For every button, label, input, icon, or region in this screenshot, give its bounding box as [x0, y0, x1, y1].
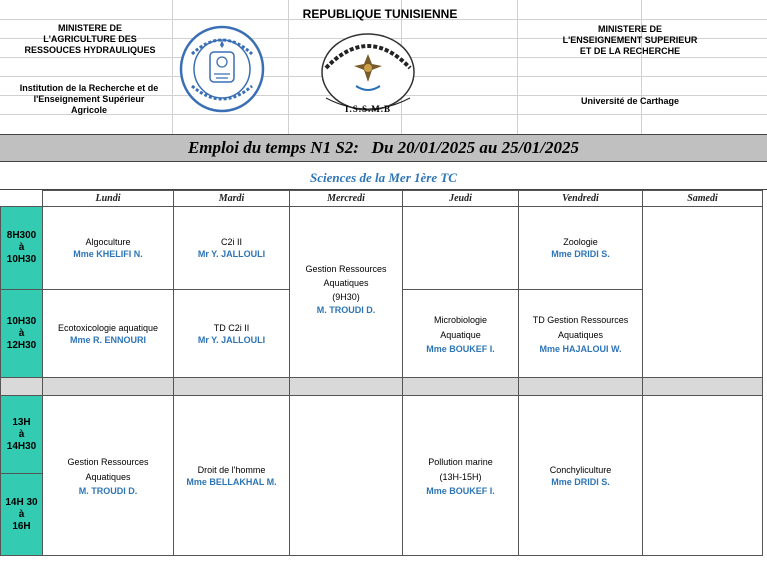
teacher-name: Mr Y. JALLOULI	[197, 249, 266, 259]
corner-cell	[1, 191, 43, 207]
empty-cell	[403, 207, 519, 290]
empty-cell	[643, 396, 763, 556]
course-name: TD Gestion Ressources Aquatiques	[532, 314, 629, 340]
university-name: Université de Carthage	[580, 96, 680, 106]
teacher-name: Mme HAJALOUI W.	[539, 343, 622, 354]
empty-cell	[290, 396, 403, 556]
course-name: Zoologie	[563, 237, 598, 247]
teacher-name: Mme DRIDI S.	[551, 249, 610, 259]
session-cell	[519, 207, 643, 290]
course-name: Pollution marine (13H-15H)	[428, 456, 493, 482]
day-header: Samedi	[643, 191, 763, 207]
teacher-name: M. TROUDI D.	[78, 485, 138, 496]
teacher-name: Mme BELLAKHAL M.	[186, 476, 277, 487]
day-header: Mercredi	[290, 191, 403, 207]
course-name: Conchyliculture	[549, 464, 612, 475]
session-cell	[403, 290, 519, 378]
program-subtitle: Sciences de la Mer 1ère TC	[0, 163, 767, 190]
time-slot: 8H300 à 10H30	[1, 207, 43, 290]
day-header: Jeudi	[403, 191, 519, 207]
course-name: C2i II	[220, 237, 242, 247]
empty-cell	[643, 207, 763, 378]
timetable	[0, 190, 763, 556]
ministry-higher-education: MINISTERE DE L'ENSEIGNEMENT SUPERIEUR ET DE LA RECHERCHE	[562, 24, 698, 56]
teacher-name: Mme BOUKEF I.	[426, 343, 495, 354]
day-header: Lundi	[43, 191, 174, 207]
teacher-name: Mme BOUKEF I.	[426, 485, 495, 496]
teacher-name: Mr Y. JALLOULI	[197, 334, 266, 345]
course-name: Ecotoxicologie aquatique	[57, 322, 159, 333]
table-row	[1, 396, 763, 474]
teacher-name: Mme KHELIFI N.	[73, 249, 143, 259]
course-name: Droit de l'homme	[197, 464, 266, 475]
day-header-row	[1, 191, 763, 207]
lunch-separator-row	[1, 378, 763, 396]
session-cell	[403, 396, 519, 556]
time-slot: 14H 30 à 16H	[1, 474, 43, 556]
course-name: Algoculture	[85, 237, 131, 247]
day-header: Mardi	[174, 191, 290, 207]
course-name: Microbiologie Aquatique	[433, 314, 488, 340]
day-header: Vendredi	[519, 191, 643, 207]
teacher-name: Mme DRIDI S.	[551, 476, 610, 487]
course-name: TD C2i II	[213, 322, 250, 333]
document-header	[0, 0, 767, 134]
course-name: Gestion Ressources Aquatiques	[67, 456, 149, 482]
iresa-seal-logo	[178, 24, 266, 114]
time-slot: 13H à 14H30	[1, 396, 43, 474]
session-cell	[519, 396, 643, 556]
session-cell	[174, 290, 290, 378]
session-cell	[290, 207, 403, 378]
session-cell	[43, 396, 174, 556]
republic-title: REPUBLIQUE TUNISIENNE	[302, 7, 458, 21]
schedule-title: Emploi du temps N1 S2: Du 20/01/2025 au 25/01/2025	[0, 134, 767, 162]
teacher-name: M. TROUDI D.	[316, 305, 376, 315]
session-cell	[174, 396, 290, 556]
issmb-logo-caption: I.S.S.M.B	[344, 104, 391, 114]
course-name: Gestion Ressources Aquatiques (9H30)	[305, 264, 387, 302]
session-cell	[43, 290, 174, 378]
ministry-agriculture: MINISTERE DE L'AGRICULTURE DES RESSOUCES HYDRAULIQUES	[24, 23, 156, 55]
teacher-name: Mme R. ENNOURI	[69, 334, 146, 345]
session-cell	[43, 207, 174, 290]
institution-name: Institution de la Recherche et de l'Enseignement Supérieur Agricole	[19, 83, 159, 115]
session-cell	[174, 207, 290, 290]
time-slot: 10H30 à 12H30	[1, 290, 43, 378]
session-cell	[519, 290, 643, 378]
table-row	[1, 207, 763, 290]
